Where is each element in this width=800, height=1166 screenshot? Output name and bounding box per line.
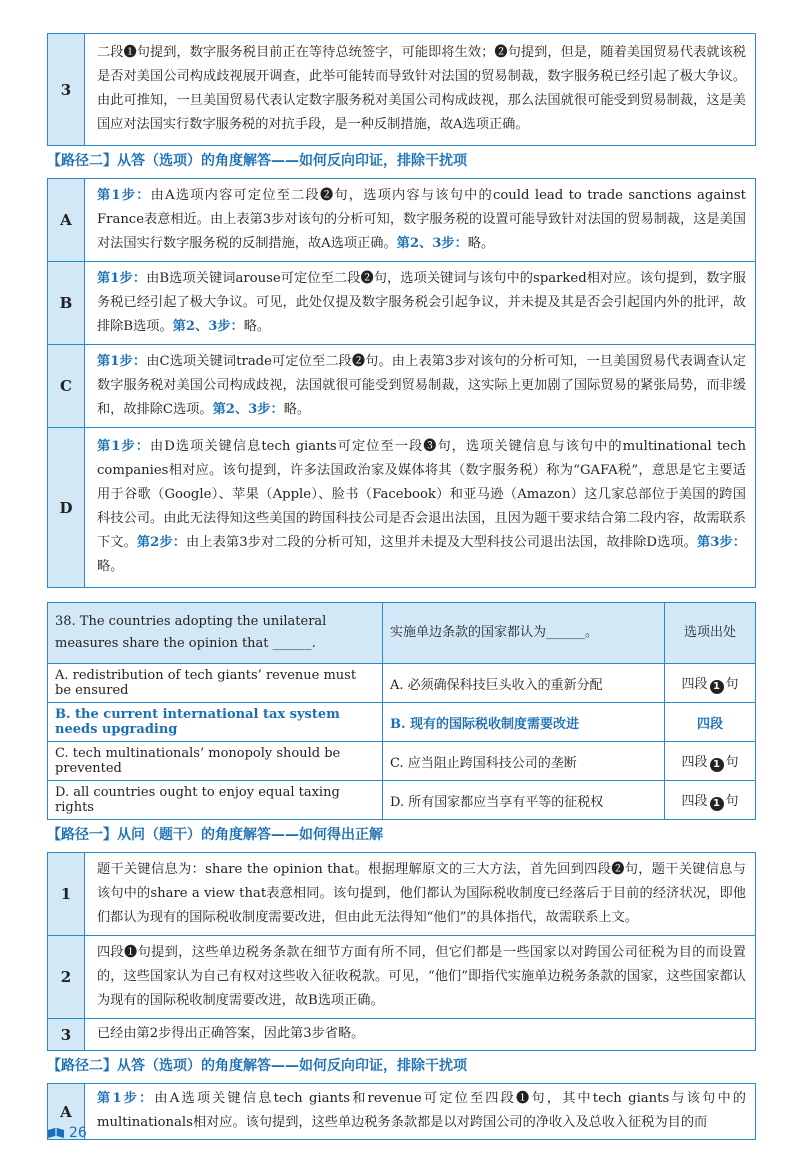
step-prefix: 第2、3步： [212, 401, 284, 417]
option-text [85, 428, 756, 588]
step-body: 由A选项关键信息tech giants和revenue可定位至四段❶句，其中tech giants与该句中的multinationals相对应。该句提到，这些单边税务条款都是以对跨国公司的净收入及总收入征税为目的而 [97, 1091, 746, 1130]
option-zh: C. 应当阻止跨国科技公司的垄断 [383, 742, 665, 781]
question-38-table [47, 602, 756, 820]
step-text: 二段❶句提到，数字服务税目前正在等待总统签字，可能即将生效；❷句提到，但是，随着美国贸易代表就该税是否对美国公司构成歧视展开调查，此举可能转而导致针对法国的贸易制裁，数字服务税已经引起了极大争议。由此可推知，一旦美国贸易代表认定数字服务税对美国公司构成歧视，那么法国就很可能受到贸易制裁，这是美国应对法国实行数字服务税的对抗手段，是一种反制措施，故A选项正确。 [85, 34, 756, 146]
location-text: 四段 [681, 754, 708, 770]
step-label: 2 [48, 936, 85, 1019]
option-label: A [48, 179, 85, 262]
option-row-b [48, 703, 756, 742]
analysis-table-step3 [47, 33, 756, 146]
step-prefix: 第2、3步： [396, 235, 468, 251]
step-prefix: 第1步： [97, 439, 150, 454]
step-prefix: 第2步： [136, 535, 187, 550]
location-suffix: 句 [725, 754, 739, 770]
section-heading-path2 [47, 150, 756, 172]
option-en: D. all countries ought to enjoy equal taxing rights [48, 781, 383, 820]
table-row [48, 428, 756, 588]
question-zh: 实施单边条款的国家都认为______。 [383, 603, 665, 664]
step-prefix: 第1步： [97, 270, 147, 286]
step-prefix: 第3步： [696, 535, 746, 550]
step-body: 由B选项关键词arouse可定位至二段❷句，选项关键词与该句中的sparked相对应。该句提到，数字服务税已经引起了极大争议。可见，此处仅提及数字服务税会引起争议，并未提及其是否会引起国内外的批评，故排除B选项。 [97, 270, 746, 334]
option-en: C. tech multinationals’ monopoly should be prevented [48, 742, 383, 781]
option-location [665, 703, 756, 742]
sentence-number-badge: 1 [710, 758, 724, 772]
option-row-c [48, 742, 756, 781]
step-body: 略。 [243, 318, 271, 334]
step-text: 题干关键信息为：share the opinion that。根据理解原文的三大方法，首先回到四段❷句，题干关键信息与该句中的share a view that表意相同。该句提到，他们都认为国际税收制度已经落后于目前的经济状况，即他们都认为现有的国际税收制度需要改进，但由此无法得知“他们”的具体指代，故需联系上文。 [85, 853, 756, 936]
location-text: 四段 [696, 716, 723, 732]
sentence-number-badge: 1 [710, 680, 724, 694]
step-body: 由C选项关键词trade可定位至二段❷句。由上表第3步对该句的分析可知，一旦美国贸易代表调查认定数字服务税对美国公司构成歧视，法国就很可能受到贸易制裁，这实际上更加剧了国际贸易的紧张局势，而非缓和，故排除C选项。 [97, 353, 746, 417]
option-zh: A. 必须确保科技巨头收入的重新分配 [383, 664, 665, 703]
table-row [48, 34, 756, 146]
step-text: 四段❶句提到，这些单边税务条款在细节方面有所不同，但它们都是一些国家以对跨国公司征税为目的而设置的，这些国家认为自己有权对这些收入征收税款。可见，“他们”即指代实施单边税务条款的国家，这些国家都认为现有的国际税收制度需要改进，故B选项正确。 [85, 936, 756, 1019]
step-text: 已经由第2步得出正确答案，因此第3步省略。 [85, 1019, 756, 1051]
heading-text: 从答（选项）的角度解答——如何反向印证，排除干扰项 [117, 153, 467, 169]
heading-bracket: 【路径一】 [47, 827, 117, 843]
option-label: D [48, 428, 85, 588]
option-en: B. the current international tax system needs upgrading [48, 703, 383, 742]
question-header-row [48, 603, 756, 664]
book-icon [47, 1127, 65, 1139]
page [47, 33, 756, 1140]
step-body: 由A选项内容可定位至二段❷句，选项内容与该句中的could lead to trade sanctions against France表意相近。由上表第3步对该句的分析可知，数字服务税的设置可能导致针对法国的贸易制裁，这是美国对法国实行数字服务税的反制措施，故A选项正确。 [97, 187, 746, 251]
step-body: 略。 [283, 401, 311, 417]
section-heading-path1 [47, 824, 756, 846]
sentence-number-badge: 1 [710, 797, 724, 811]
stem-analysis-table-q38 [47, 852, 756, 1051]
location-text: 四段 [681, 676, 708, 692]
heading-text: 从问（题干）的角度解答——如何得出正解 [117, 827, 383, 843]
step-prefix: 第1步： [97, 353, 147, 369]
option-row-a [48, 664, 756, 703]
option-label: B [48, 262, 85, 345]
question-en: 38. The countries adopting the unilateral measures share the opinion that ______. [48, 603, 383, 664]
step-prefix: 第2、3步： [172, 318, 244, 334]
option-text [85, 345, 756, 428]
step-body: 由上表第3步对二段的分析可知，这里并未提及大型科技公司退出法国，故排除D选项。 [186, 535, 697, 550]
table-row [48, 936, 756, 1019]
heading-bracket: 【路径二】 [47, 153, 117, 169]
option-zh: D. 所有国家都应当享有平等的征税权 [383, 781, 665, 820]
location-suffix: 句 [725, 676, 739, 692]
option-text [85, 179, 756, 262]
heading-bracket: 【路径二】 [47, 1058, 117, 1074]
step-label: 3 [48, 1019, 85, 1051]
option-location [665, 742, 756, 781]
table-row [48, 262, 756, 345]
table-row [48, 1084, 756, 1140]
option-analysis-table-q37 [47, 178, 756, 588]
option-label: A [48, 1084, 85, 1140]
table-row [48, 1019, 756, 1051]
page-footer [47, 1123, 87, 1143]
page-number: 26 [69, 1125, 87, 1141]
location-suffix: 句 [725, 793, 739, 809]
option-label: C [48, 345, 85, 428]
option-analysis-table-q38 [47, 1083, 756, 1140]
step-body: 由D选项关键信息tech giants可定位至一段❸句，选项关键信息与该句中的multinational tech companies相对应。该句提到，许多法国政治家及媒体将其（数字服务税）称为“GAFA税”，意思是它主要适用于谷歌（Google）、苹果（Apple）、脸书（Facebook）和亚马逊（Amazon）这几家总部位于美国的跨国科技公司。由此无法得知这些美国的跨国科技公司是否会退出法国，且因为题干要求结合第二段内容，故需联系下文。 [97, 439, 746, 550]
section-heading-path2-q38 [47, 1055, 756, 1077]
step-label: 1 [48, 853, 85, 936]
location-header: 选项出处 [665, 603, 756, 664]
option-zh: B. 现有的国际税收制度需要改进 [383, 703, 665, 742]
option-location [665, 781, 756, 820]
location-text: 四段 [681, 793, 708, 809]
step-body: 略。 [97, 559, 124, 574]
option-location [665, 664, 756, 703]
table-row [48, 853, 756, 936]
option-en: A. redistribution of tech giants’ revenue must be ensured [48, 664, 383, 703]
option-row-d [48, 781, 756, 820]
step-label: 3 [48, 34, 85, 146]
step-prefix: 第1步： [97, 187, 151, 203]
step-body: 略。 [467, 235, 495, 251]
table-row [48, 179, 756, 262]
option-text [85, 1084, 756, 1140]
step-prefix: 第1步： [97, 1091, 155, 1106]
heading-text: 从答（选项）的角度解答——如何反向印证，排除干扰项 [117, 1058, 467, 1074]
option-text [85, 262, 756, 345]
table-row [48, 345, 756, 428]
